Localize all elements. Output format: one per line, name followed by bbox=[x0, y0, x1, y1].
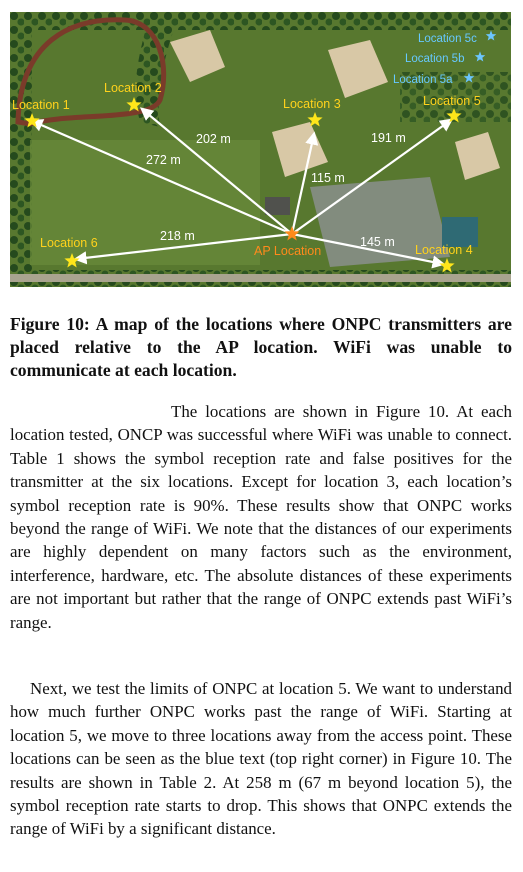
distance-label-loc3: 115 m bbox=[311, 171, 345, 185]
distance-label-loc4: 145 m bbox=[360, 235, 395, 249]
figure-caption: Figure 10: A map of the locations where ONPC transmitters are placed relative to the AP location. WiFi was unable to communicate at each location. bbox=[10, 314, 512, 380]
location-5a-label: Location 5a bbox=[393, 74, 453, 86]
location-6-label: Location 6 bbox=[40, 236, 98, 250]
paragraph-2: Next, we test the limits of ONPC at location 5. We want to understand how much further ONPC works past the range of WiFi. Starting at location 5, we move to three locations away from the access point. These locations can be seen as the blue text (top right corner) in Figure 10. The results are shown in Table 2. At 258 m (67 m beyond location 5), the symbol reception rate starts to drop. This shows that ONPC extends the range of WiFi by a significant distance. bbox=[10, 679, 512, 839]
paragraph-1: The locations are shown in Figure 10. At each location tested, ONCP was successful where WiFi was unable to connect. Table 1 shows the symbol reception rate and false positives for the transmitter at the six locations. Except for location 3, each location’s symbol reception rate is 90%. These results show that ONPC works beyond the range of WiFi. We note that the distances of our experiments are highly dependent on many factors such as the environment, interference, hardware, etc. The absolute distances of these experiments are not important but rather that the range of ONPC extends past WiFi’s range. bbox=[10, 402, 512, 632]
location-5c-label: Location 5c bbox=[418, 33, 477, 45]
distance-label-loc5: 191 m bbox=[371, 131, 406, 145]
distance-label-loc1: 272 m bbox=[146, 153, 181, 167]
ap-location-label: AP Location bbox=[254, 244, 322, 258]
location-5-label: Location 5 bbox=[423, 94, 481, 108]
location-3-label: Location 3 bbox=[283, 97, 341, 111]
location-5b-label: Location 5b bbox=[405, 53, 465, 65]
location-4-label: Location 4 bbox=[415, 243, 473, 257]
aerial-map bbox=[10, 12, 511, 287]
distance-label-loc6: 218 m bbox=[160, 229, 195, 243]
location-2-label: Location 2 bbox=[104, 81, 162, 95]
distance-label-loc2: 202 m bbox=[196, 132, 231, 146]
location-map-figure bbox=[10, 12, 511, 287]
location-1-label: Location 1 bbox=[12, 98, 70, 112]
